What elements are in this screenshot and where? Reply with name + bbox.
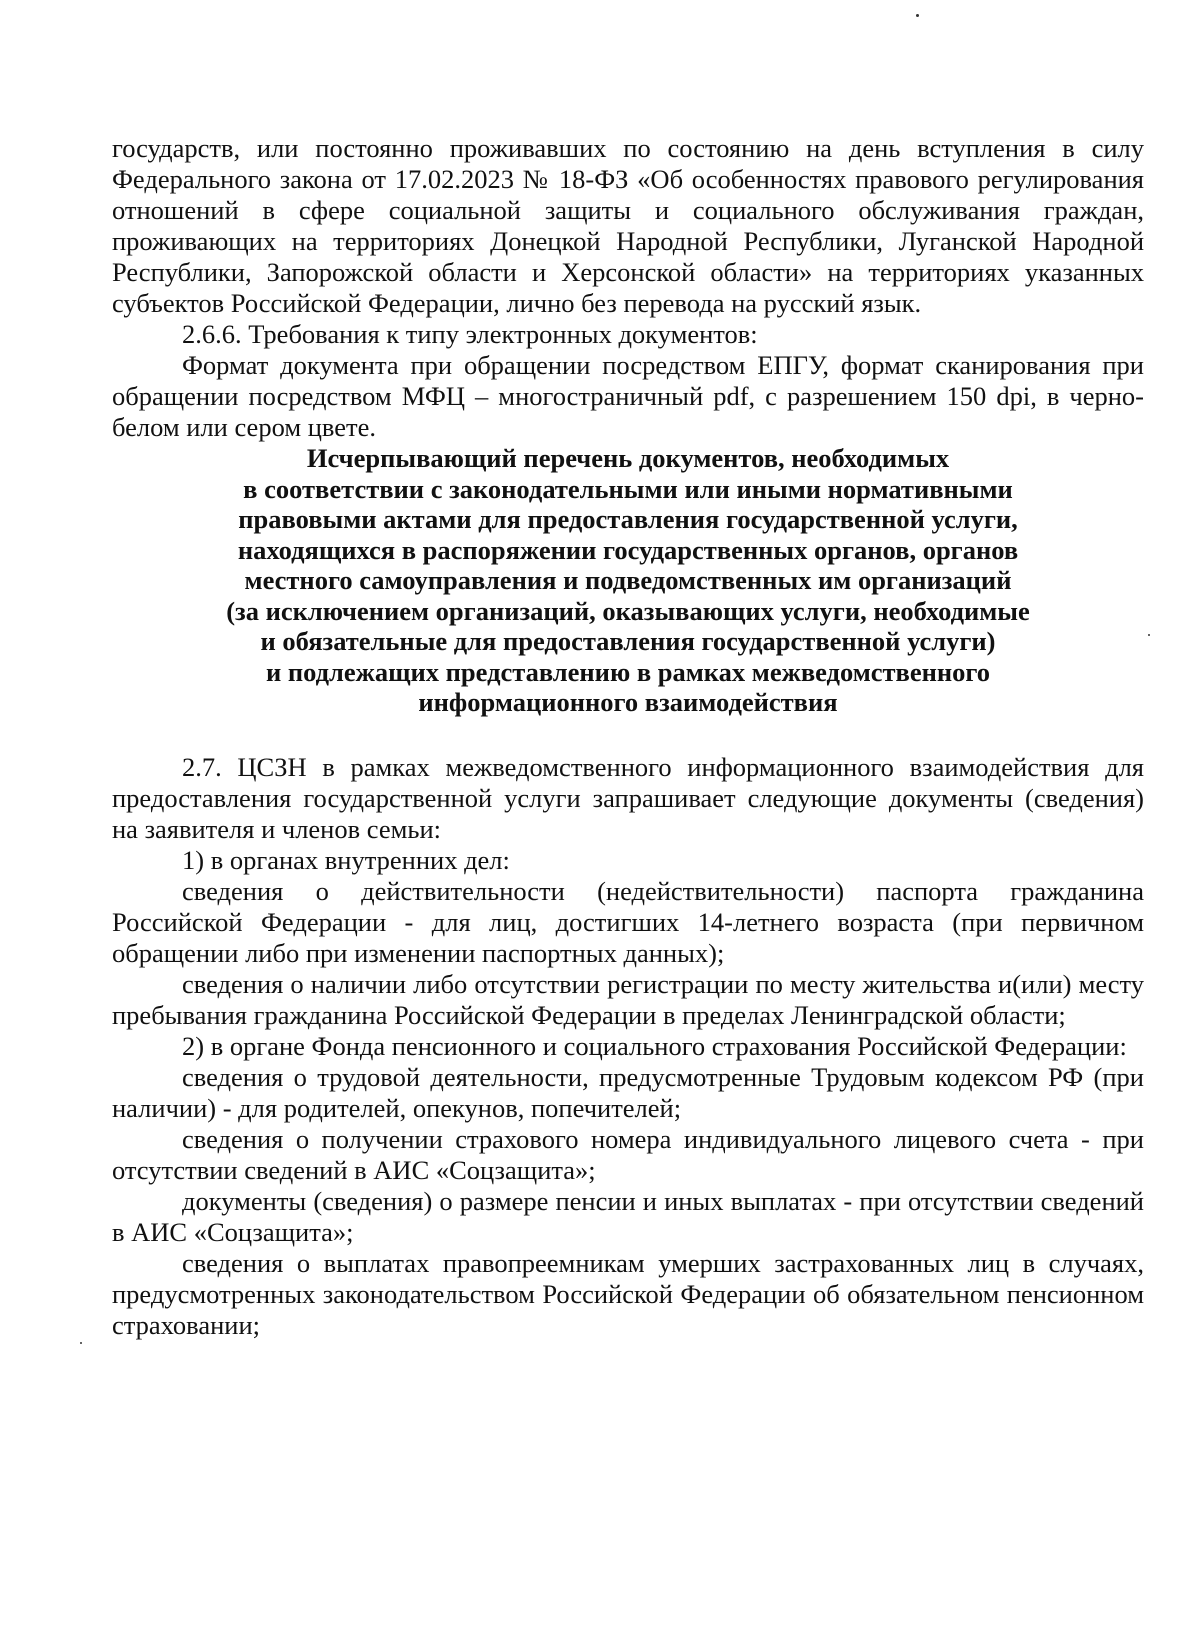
item-2-snils: сведения о получении страхового номера индивидуального лицевого счета - при отсутствии сведений в АИС «Соцзащита»; xyxy=(112,1123,1144,1185)
heading-line: правовыми актами для предоставления государственной услуги, xyxy=(238,504,1018,534)
scan-speck xyxy=(916,14,919,17)
item-2-title: 2) в органе Фонда пенсионного и социального страхования Российской Федерации: xyxy=(182,1030,1127,1061)
heading-line: находящихся в распоряжении государственных органов, органов xyxy=(237,534,1019,565)
heading-line: Исчерпывающий перечень документов, необходимых xyxy=(306,443,950,473)
heading-line: и обязательные для предоставления государственной услуги) xyxy=(260,626,996,656)
item-1-passport: сведения о действительности (недействительности) паспорта гражданина Российской Федерации - для лиц, достигших 14-летнего возраста (при первичном обращении либо при изменении паспортных данных); xyxy=(112,875,1144,968)
item-2-pension: документы (сведения) о размере пенсии и иных выплатах - при отсутствии сведений в АИС «Соцзащита»; xyxy=(112,1185,1144,1247)
scan-speck xyxy=(80,1342,82,1344)
scan-speck xyxy=(1148,634,1150,636)
heading-line: информационного взаимодействия xyxy=(418,687,838,717)
heading-line: (за исключением организаций, оказывающих услуги, необходимые xyxy=(226,595,1030,626)
section-2-6-6-text: Формат документа при обращении посредством ЕПГУ, формат сканирования при обращении посредством МФЦ – многостраничный pdf, с разрешением 150 dpi, в черно-белом или сером цвете. xyxy=(112,350,1144,442)
item-2-labor: сведения о трудовой деятельности, предусмотренные Трудовым кодексом РФ (при наличии) - для родителей, опекунов, попечителей; xyxy=(112,1061,1144,1123)
heading-line: в соответствии с законодательными или иными нормативными xyxy=(243,473,1013,504)
section-2-7-intro: 2.7. ЦСЗН в рамках межведомственного информационного взаимодействия для предоставления государственной услуги запрашивает следующие документы (сведения) на заявителя и членов семьи: xyxy=(112,751,1144,844)
section-2-6-6-title: 2.6.6. Требования к типу электронных документов: xyxy=(182,319,758,349)
item-1-registration: сведения о наличии либо отсутствии регистрации по месту жительства и(или) месту пребывания гражданина Российской Федерации в пределах Ленинградской области; xyxy=(112,968,1144,1030)
intro-paragraph: государств, или постоянно проживавших по состоянию на день вступления в силу Федерального закона от 17.02.2023 № 18-ФЗ «Об особенностях правового регулирования отношений в сфере социальной защиты и социального обслуживания граждан, проживающих на территориях Донецкой Народной Республики, Луганской Народной Республики, Запорожской области и Херсонской области» на территориях указанных субъектов Российской Федерации, лично без перевода на русский язык. xyxy=(112,133,1144,318)
heading-line: и подлежащих представлению в рамках межведомственного xyxy=(265,656,991,687)
item-2-successors: сведения о выплатах правопреемникам умерших застрахованных лиц в случаях, предусмотренных законодательством Российской Федерации об обязательном пенсионном страховании; xyxy=(112,1247,1144,1340)
item-1-title: 1) в органах внутренних дел: xyxy=(182,844,510,875)
heading-line: местного самоуправления и подведомственных им организаций xyxy=(244,565,1012,595)
section-heading xyxy=(112,443,1144,718)
document-body xyxy=(112,133,1144,1341)
